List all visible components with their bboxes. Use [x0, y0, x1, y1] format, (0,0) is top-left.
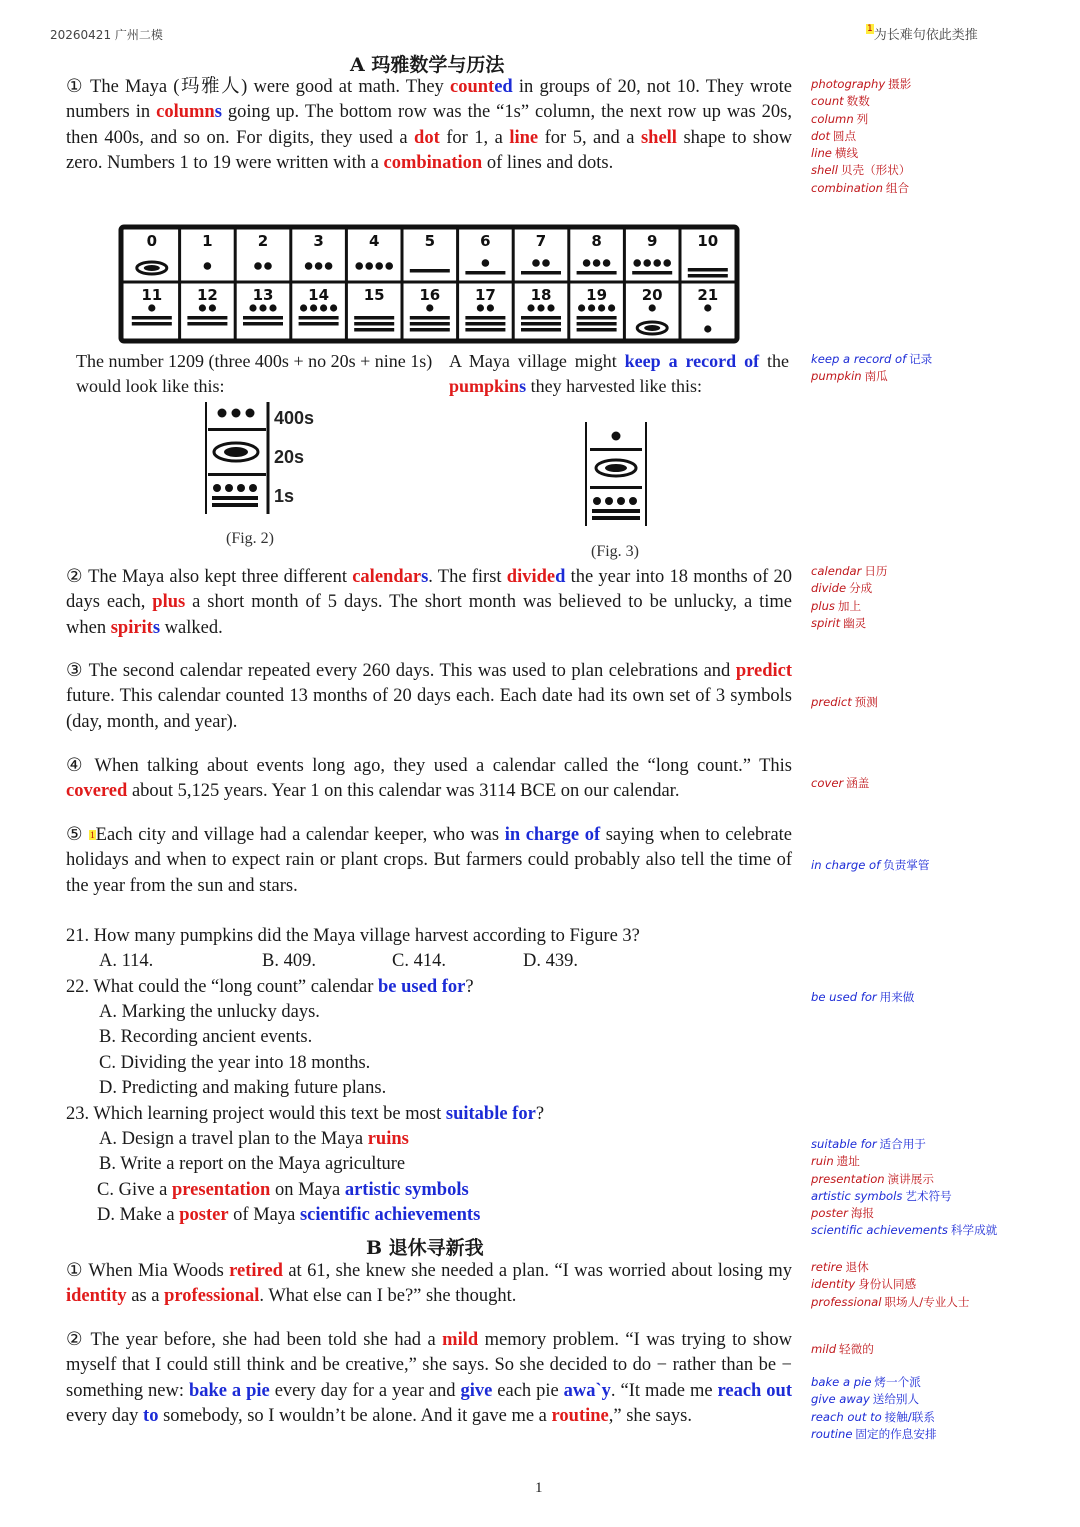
header-date: 20260421 广州二模: [50, 28, 163, 42]
vocab-note: keep a record of 记录: [811, 352, 933, 366]
vocab-notes-7: [811, 989, 914, 1006]
q23-option-a: A. Design a travel plan to the Maya ruins: [99, 1129, 409, 1149]
fig2-intro: The number 1209 (three 400s + no 20s + nine 1s) would look like this:: [76, 351, 433, 396]
highlight-mark: 1: [867, 24, 873, 34]
table-number: 4: [368, 232, 380, 250]
vocab-note: reach out to 接触/联系: [811, 1409, 935, 1424]
maya-digit: [137, 262, 167, 274]
q22-option-d: D. Predicting and making future plans.: [99, 1078, 387, 1098]
vocab-note: in charge of 负责掌管: [811, 858, 930, 872]
q22-option-c: C. Dividing the year into 18 months.: [99, 1053, 371, 1073]
a-paragraph-3: ③ The second calendar repeated every 260 days. This was used to plan celebrations and predict future. This calendar counted 13 months of 20 days each. Each date had its own set of 3 symbols (day, month, and year).: [66, 661, 792, 732]
vocab-notes-6: [811, 857, 930, 874]
highlight-mark: 1: [90, 830, 95, 840]
fig3-pumpkin-record: [583, 422, 663, 564]
header-note-text: 为长难句依此类推: [873, 28, 978, 43]
maya-digit: [305, 262, 333, 270]
a-paragraph-4: ④ When talking about events long ago, they used a calendar called the “long count.” This covered about 5,125 years. Year 1 on this calendar was 3114 BCE on our calendar.: [66, 756, 792, 802]
fig2-label-1s: 1s: [274, 486, 295, 506]
table-number: 20: [641, 286, 663, 304]
q22-stem: 22. What could the “long count” calendar be used for?: [66, 977, 474, 997]
table-number: 2: [257, 232, 269, 250]
vocab-note: scientific achievements 科学成就: [811, 1223, 998, 1238]
vocab-note: cover 涵盖: [811, 776, 870, 790]
q21-option-b: B. 409.: [262, 951, 316, 971]
vocab-note: calendar 日历: [811, 564, 888, 578]
fig2-number-1209: [200, 402, 330, 550]
header-note: [866, 24, 978, 43]
table-number: 6: [480, 232, 491, 250]
vocab-note: identity 身份认同感: [811, 1277, 917, 1292]
q23-option-d: D. Make a poster of Maya scientific achievements: [97, 1205, 481, 1225]
table-number: 16: [419, 286, 441, 304]
vocab-notes-8: [811, 1136, 997, 1240]
table-number: 7: [535, 232, 547, 250]
q22-option-a: A. Marking the unlucky days.: [99, 1002, 320, 1022]
vocab-note: professional 职场人/专业人士: [811, 1294, 970, 1309]
table-number: 12: [196, 286, 218, 304]
vocab-notes-1: [811, 76, 911, 197]
q21-option-d: D. 439.: [523, 951, 578, 971]
table-number: 10: [697, 232, 719, 250]
vocab-note: pumpkin 南瓜: [811, 369, 888, 384]
table-number: 17: [474, 286, 496, 304]
vocab-notes-4: [811, 694, 878, 711]
table-number: 5: [424, 232, 436, 250]
row-400s: [208, 409, 266, 432]
table-number: 9: [646, 232, 658, 250]
vocab-note: column 列: [811, 111, 869, 126]
fig2-label-20s: 20s: [274, 447, 305, 467]
section-a-title: A 玛雅数学与历法: [350, 54, 505, 76]
maya-numeral-table: [118, 224, 740, 344]
table-number: 11: [141, 286, 163, 304]
vocab-note: plus 加上: [811, 598, 862, 613]
a-paragraph-1: ① The Maya (玛雅人) were good at math. They counted in groups of 20, not 10. They wrote numbers in columns going up. The bottom row was the “1s” column, the next row up was 20s, then 400s, and so on. For digits, they used a dot for 1, a line for 5, and a shell shape to show zero. Numbers 1 to 19 were written with a combination of lines and dots.: [66, 77, 793, 173]
vocab-note: artistic symbols 艺术符号: [811, 1188, 952, 1203]
vocab-note: be used for 用来做: [811, 990, 915, 1004]
vocab-note: predict 预测: [811, 695, 878, 709]
vocab-note: routine 固定的作息安排: [811, 1426, 937, 1441]
vocab-notes-11: [811, 1374, 937, 1443]
fig2-caption: (Fig. 2): [226, 530, 274, 547]
table-number: 13: [252, 286, 274, 304]
table-number: 0: [146, 232, 158, 250]
fig2-label-400s: 400s: [274, 408, 315, 428]
vocab-note: count 数数: [811, 94, 870, 109]
vocab-note: poster 海报: [811, 1206, 875, 1221]
vocab-note: combination 组合: [811, 180, 910, 195]
table-number: 3: [313, 232, 324, 250]
paragraph-number: ①: [66, 77, 85, 97]
fig3-intro: A Maya village might keep a record of the pumpkins they harvested like this:: [449, 351, 789, 396]
a-paragraph-2: ② The Maya also kept three different calendars. The first divided the year into 18 months of 20 days each, plus a short month of 5 days. The short month was believed to be unlucky, a time when spirits walked.: [66, 567, 793, 638]
vocab-note: dot 圆点: [811, 128, 857, 143]
row-20s: [208, 443, 266, 476]
table-number: 15: [363, 286, 385, 304]
vocab-note: shell 贝壳（形状）: [811, 163, 911, 178]
vocab-note: retire 退休: [811, 1260, 869, 1274]
vocab-note: line 横线: [811, 146, 859, 161]
row-1s: [212, 484, 258, 507]
table-number: 14: [308, 286, 330, 304]
keyword: dot: [414, 127, 440, 148]
keyword: shell: [640, 127, 677, 148]
maya-digit: [204, 262, 212, 270]
vocab-notes-10: [811, 1341, 874, 1358]
vocab-note: give away 送给别人: [811, 1392, 920, 1407]
vocab-note: presentation 演讲展示: [811, 1171, 934, 1186]
table-number: 19: [586, 286, 608, 304]
page-number: 1: [535, 1480, 543, 1496]
q23-stem: 23. Which learning project would this text be most suitable for?: [66, 1104, 545, 1124]
vocab-note: mild 轻微的: [811, 1342, 874, 1356]
section-b-title: B 退休寻新我: [366, 1237, 484, 1259]
keyword: combination: [383, 152, 483, 173]
q21-option-c: C. 414.: [392, 951, 446, 971]
vocab-note: suitable for 适合用于: [811, 1137, 926, 1151]
vocab-notes-3: [811, 563, 888, 632]
vocab-note: bake a pie 烤一个派: [811, 1375, 921, 1389]
vocab-note: divide 分成: [811, 581, 873, 596]
keyword: count: [450, 77, 495, 97]
q21-option-a: A. 114.: [99, 951, 154, 971]
table-number: 1: [202, 232, 213, 250]
q22-option-b: B. Recording ancient events.: [99, 1027, 313, 1047]
q21-stem: 21. How many pumpkins did the Maya village harvest according to Figure 3?: [66, 926, 640, 946]
keyword: column: [156, 102, 215, 123]
b-paragraph-2: ② The year before, she had been told she had a mild memory problem. “I was trying to show myself that I could still think and be creative,” she says. So she decided to do − rather than be − something new: bake a pie every day for a year and give each pie awa`y. “It made me reach out every day to somebody, so I wouldn’t be alone. And it gave me a routine,” she says.: [66, 1330, 792, 1426]
table-number: 18: [530, 286, 552, 304]
fig3-caption: (Fig. 3): [591, 543, 639, 560]
vocab-notes-9: [811, 1259, 970, 1311]
a-paragraph-5: ⑤ $^1$Each city and village had a calendar keeper, who was in charge of saying when to celebrate holidays and when to expect rain or plant crops. But farmers could probably also tell the time of the year from the sun and stars.: [66, 825, 793, 896]
keyword: line: [509, 127, 539, 148]
vocab-notes-5: [811, 775, 869, 792]
maya-digit: [410, 269, 450, 273]
q23-option-b: B. Write a report on the Maya agriculture: [99, 1154, 406, 1174]
vocab-notes-2: [811, 351, 932, 386]
table-number: 8: [591, 232, 602, 250]
b-paragraph-1: ① When Mia Woods retired at 61, she knew she needed a plan. “I was worried about losing my identity as a professional. What else can I be?” she thought.: [66, 1261, 793, 1307]
table-number: 21: [697, 286, 719, 304]
vocab-note: ruin 遗址: [811, 1154, 860, 1169]
vocab-note: spirit 幽灵: [811, 615, 867, 630]
q23-option-c: C. Give a presentation on Maya artistic symbols: [97, 1180, 469, 1200]
vocab-note: photography 摄影: [811, 77, 912, 91]
maya-digit: [354, 316, 394, 332]
